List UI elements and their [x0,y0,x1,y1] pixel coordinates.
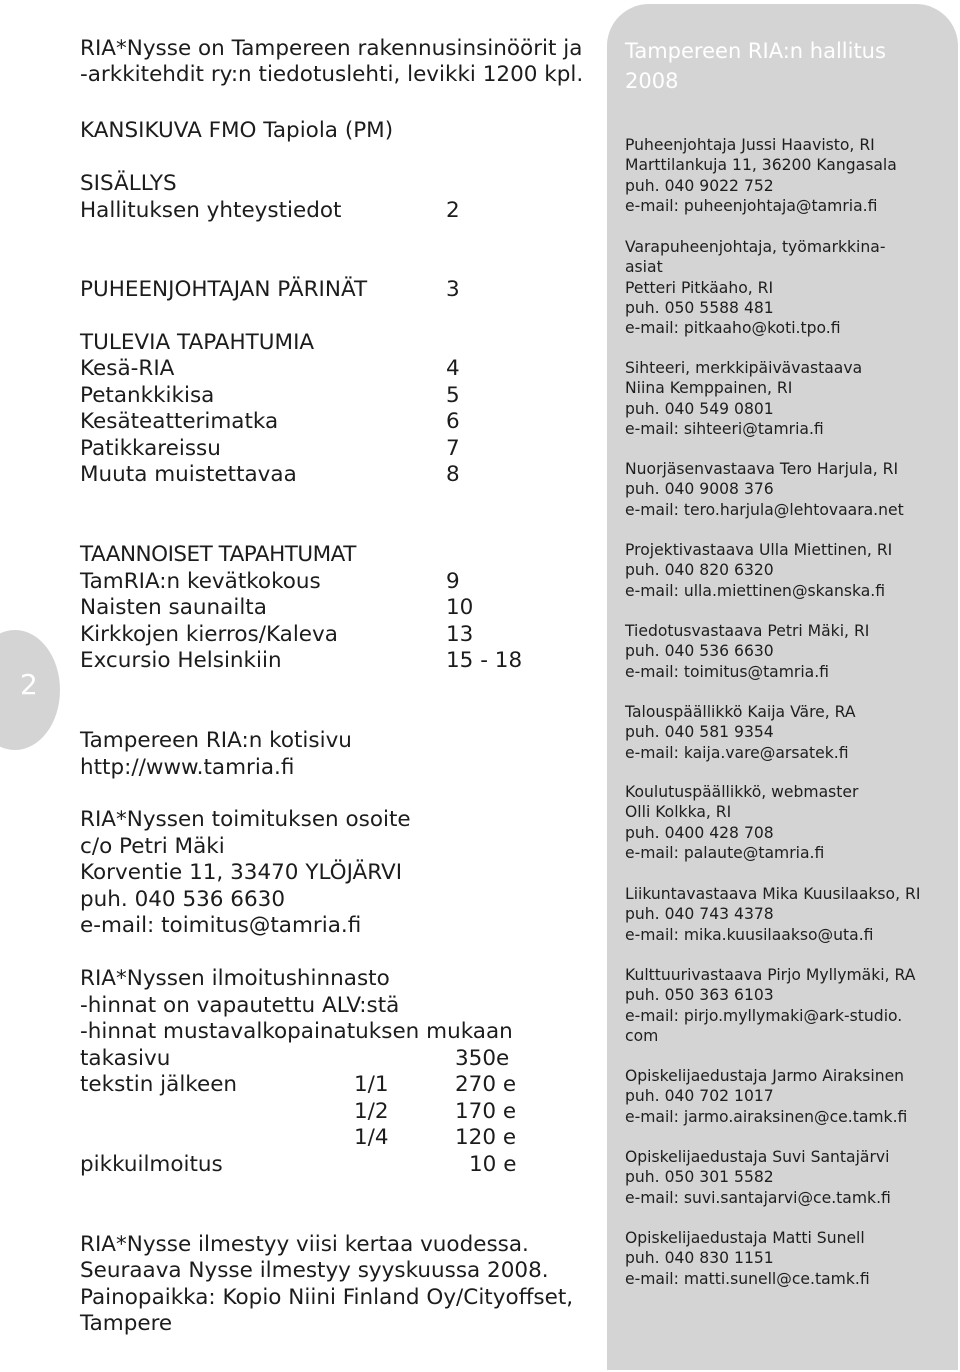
contact-line: Kulttuurivastaava Pirjo Myllymäki, RA [625,966,916,984]
toc-item-label: Excursio Helsinkiin [80,648,282,673]
toc-item-label: Muuta muistettavaa [80,462,297,487]
price-size: 1/1 [354,1072,389,1097]
contact-line: Opiskelijaedustaja Jarmo Airaksinen [625,1067,905,1085]
contact-line: puh. 040 9022 752 [625,176,774,195]
contact-email[interactable]: e-mail: matti.sunell@ce.tamk.fi [625,1269,870,1288]
contact-block [625,884,920,945]
toc-item [80,595,474,621]
contact-email[interactable]: e-mail: ulla.miettinen@skanska.fi [625,581,886,600]
contact-line: Petteri Pitkäaho, RI [625,278,774,297]
toc-item [80,569,460,595]
cover-caption: KANSIKUVA FMO Tapiola (PM) [80,118,394,143]
toc-item [80,436,460,462]
contact-email[interactable]: e-mail: mika.kuusilaakso@uta.fi [625,925,874,944]
homepage-label: Tampereen RIA:n kotisivu [80,728,352,753]
upcoming-heading: TULEVIA TAPAHTUMIA [80,330,315,355]
contact-email[interactable]: e-mail: suvi.santajarvi@ce.tamk.fi [625,1188,891,1207]
price-label: pikkuilmoitus [80,1152,223,1177]
contact-block [625,135,897,216]
contact-line: asiat [625,258,663,277]
contact-line: Projektivastaava Ulla Miettinen, RI [625,541,893,559]
toc-item-label: Kirkkojen kierros/Kaleva [80,622,338,647]
contact-block [625,237,885,338]
price-row [80,1072,517,1098]
contact-block [625,782,858,863]
past-heading: TAANNOISET TAPAHTUMAT [80,542,356,567]
contact-line: puh. 040 743 4378 [625,905,774,924]
toc-item [80,198,460,224]
sidebar-title-line: Tampereen RIA:n hallitus [625,39,886,63]
price-label: tekstin jälkeen [80,1072,238,1097]
contact-block [625,459,904,520]
footer-line: Seuraava Nysse ilmestyy syyskuussa 2008. [80,1258,549,1283]
contact-line: puh. 040 820 6320 [625,561,774,580]
contact-email[interactable]: e-mail: sihteeri@tamria.fi [625,419,824,438]
contact-line: puh. 040 536 6630 [625,642,774,661]
address-line: puh. 040 536 6630 [80,887,286,912]
contact-line: puh. 050 301 5582 [625,1168,774,1187]
contact-email[interactable]: e-mail: jarmo.airaksinen@ce.tamk.fi [625,1107,908,1126]
pricing-line: -hinnat on vapautettu ALV:stä [80,993,400,1018]
contact-line: Nuorjäsenvastaava Tero Harjula, RI [625,460,899,478]
pricing-line: -hinnat mustavalkopainatuksen mukaan [80,1019,513,1044]
contact-email[interactable]: e-mail: kaija.vare@arsatek.fi [625,743,849,762]
toc-item [80,409,460,435]
contact-line: Tiedotusvastaava Petri Mäki, RI [625,622,870,640]
contact-email-cont[interactable]: com [625,1026,659,1045]
price-row [80,1152,517,1178]
contact-block [625,1147,891,1208]
contact-line: puh. 040 830 1151 [625,1249,774,1268]
contact-line: Puheenjohtaja Jussi Haavisto, RI [625,136,875,154]
page-number: 2 [20,668,38,701]
intro-line: -arkkitehdit ry:n tiedotuslehti, levikki 1200 kpl. [80,62,584,87]
price-value: 270 e [455,1072,517,1097]
contact-line: puh. 040 549 0801 [625,399,774,418]
toc-item-label: PUHEENJOHTAJAN PÄRINÄT [80,277,368,302]
homepage-link[interactable]: http://www.tamria.fi [80,755,295,780]
footer-line: RIA*Nysse ilmestyy viisi kertaa vuodessa. [80,1232,529,1257]
toc-item-label: Naisten saunailta [80,595,267,620]
contact-email[interactable]: e-mail: tero.harjula@lehtovaara.net [625,500,904,519]
toc-item-page: 5 [446,383,460,408]
contact-line: Niina Kemppainen, RI [625,379,793,398]
contact-block [625,702,856,763]
contact-block [625,965,915,1046]
contact-line: puh. 050 363 6103 [625,986,774,1005]
contact-line: Koulutuspäällikkö, webmaster [625,783,859,801]
sidebar-title [625,36,886,96]
price-size: 1/2 [354,1099,389,1124]
contact-block [625,540,892,601]
contact-email[interactable]: e-mail: palaute@tamria.fi [625,843,825,862]
footer-line: Painopaikka: Kopio Niini Finland Oy/Cityoffset, [80,1285,574,1310]
intro-line: RIA*Nysse on Tampereen rakennusinsinöörit ja [80,36,583,61]
toc-item-page: 2 [446,198,460,223]
address-email[interactable]: e-mail: toimitus@tamria.fi [80,913,362,938]
contact-line: puh. 050 5588 481 [625,298,774,317]
toc-item-page: 4 [446,356,460,381]
toc-item-label: TamRIA:n kevätkokous [80,569,321,594]
contact-email[interactable]: e-mail: pitkaaho@koti.tpo.fi [625,319,841,338]
toc-item-page: 9 [446,569,460,594]
toc-item [80,356,460,382]
contact-line: Liikuntavastaava Mika Kuusilaakso, RI [625,885,921,903]
contact-block [625,1066,907,1127]
contact-email[interactable]: e-mail: toimitus@tamria.fi [625,662,830,681]
toc-item-page: 6 [446,409,460,434]
address-line: c/o Petri Mäki [80,834,225,859]
toc-item [80,383,460,409]
toc-item-label: Kesä-RIA [80,356,175,381]
toc-item-page: 7 [446,436,460,461]
contact-line: Varapuheenjohtaja, työmarkkina- [625,238,886,256]
toc-item [80,648,523,674]
contact-email[interactable]: e-mail: puheenjohtaja@tamria.fi [625,196,878,215]
price-value: 350e [455,1046,510,1071]
contact-line: Olli Kolkka, RI [625,803,732,822]
toc-item-label: Patikkareissu [80,436,221,461]
price-size: 1/4 [354,1125,389,1150]
price-value: 170 e [455,1099,517,1124]
contact-block [625,358,862,439]
toc-item [80,622,474,648]
toc-item-page: 3 [446,277,460,302]
contact-line: Opiskelijaedustaja Suvi Santajärvi [625,1148,890,1166]
contact-line: Talouspäällikkö Kaija Väre, RA [625,703,856,721]
price-value: 120 e [455,1125,517,1150]
toc-item-page: 10 [446,595,474,620]
price-label: takasivu [80,1046,171,1071]
contact-line: puh. 040 581 9354 [625,723,774,742]
sidebar-title-year: 2008 [625,69,679,93]
toc-item-page: 13 [446,622,474,647]
toc-item-page: 15 - 18 [446,648,523,673]
toc-heading: SISÄLLYS [80,171,177,196]
contact-line: Marttilankuja 11, 36200 Kangasala [625,156,897,175]
pricing-line: RIA*Nyssen ilmoitushinnasto [80,966,390,991]
toc-item [80,462,460,488]
price-row [80,1046,510,1072]
toc-item-label: Petankkikisa [80,383,215,408]
contact-block [625,1228,870,1289]
address-line: Korventie 11, 33470 YLÖJÄRVI [80,860,403,885]
address-line: RIA*Nyssen toimituksen osoite [80,807,411,832]
footer-line: Tampere [80,1311,173,1336]
toc-item-label: Hallituksen yhteystiedot [80,198,342,223]
contact-block [625,621,869,682]
contact-line: Opiskelijaedustaja Matti Sunell [625,1229,865,1247]
contact-line: puh. 0400 428 708 [625,823,774,842]
contact-line: puh. 040 9008 376 [625,480,774,499]
contact-line: puh. 040 702 1017 [625,1087,774,1106]
price-value: 10 e [469,1152,517,1177]
contact-line: Sihteeri, merkkipäivävastaava [625,359,863,377]
board-sidebar [607,4,958,1370]
contact-email[interactable]: e-mail: pirjo.myllymaki@ark-studio. [625,1006,903,1025]
toc-item-label: Kesäteatterimatka [80,409,279,434]
toc-item [80,277,460,303]
toc-item-page: 8 [446,462,460,487]
